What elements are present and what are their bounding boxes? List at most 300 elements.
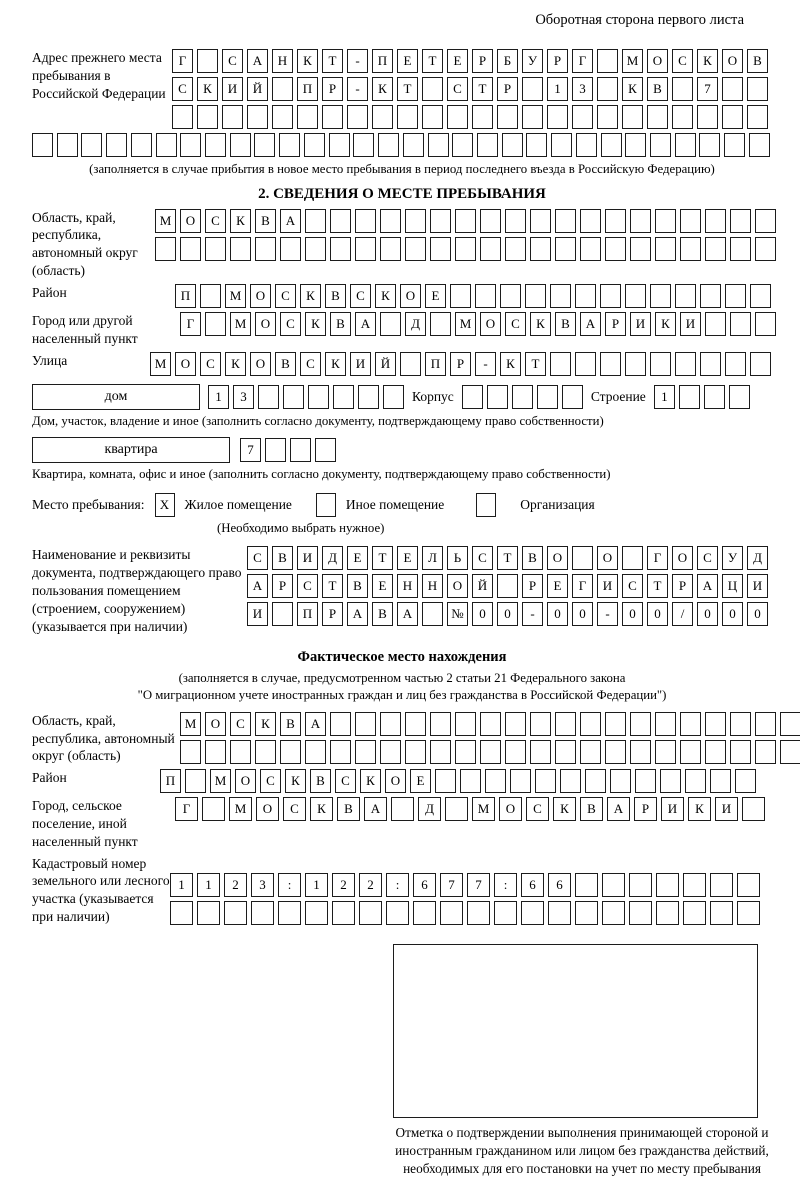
char-cell: С: [283, 797, 306, 821]
apartment-row: [32, 437, 772, 463]
char-cell: [355, 209, 376, 233]
char-cell: [597, 77, 618, 101]
char-cell: 1: [197, 873, 220, 897]
char-cell: [372, 105, 393, 129]
char-cell: [555, 712, 576, 736]
char-cell: Г: [180, 312, 201, 336]
checkbox-organization: [476, 493, 496, 517]
char-cell: О: [250, 352, 271, 376]
char-cell: [430, 740, 451, 764]
char-cell: [435, 769, 456, 793]
char-cell: К: [372, 77, 393, 101]
char-cell: [440, 901, 463, 925]
char-cell: А: [364, 797, 387, 821]
char-cell: [290, 438, 311, 462]
char-cell: П: [175, 284, 196, 308]
char-cell: 1: [305, 873, 328, 897]
char-cell: О: [250, 284, 271, 308]
actual-region-row-1: [180, 712, 800, 736]
char-cell: А: [607, 797, 630, 821]
char-cell: [462, 385, 483, 409]
char-cell: В: [647, 77, 668, 101]
char-cell: Ь: [447, 546, 468, 570]
house-row: [32, 384, 772, 410]
char-cell: [680, 237, 701, 261]
char-cell: [405, 209, 426, 233]
char-cell: [630, 209, 651, 233]
char-cell: [675, 133, 696, 157]
city-block: [32, 312, 772, 348]
char-cell: [455, 712, 476, 736]
char-cell: [330, 209, 351, 233]
section2-heading: 2. СВЕДЕНИЯ О МЕСТЕ ПРЕБЫВАНИЯ: [258, 185, 546, 202]
char-cell: 1: [208, 385, 229, 409]
char-cell: [202, 797, 225, 821]
char-cell: [737, 873, 760, 897]
char-cell: Г: [172, 49, 193, 73]
stay-type-note: (Необходимо выбрать нужное): [217, 520, 385, 535]
char-cell: Т: [322, 49, 343, 73]
char-cell: [413, 901, 436, 925]
char-cell: [106, 133, 127, 157]
char-cell: [675, 352, 696, 376]
char-cell: [610, 769, 631, 793]
char-cell: [251, 901, 274, 925]
char-cell: [747, 105, 768, 129]
char-cell: [330, 712, 351, 736]
char-cell: [580, 712, 601, 736]
char-cell: Р: [672, 574, 693, 598]
char-cell: [526, 133, 547, 157]
char-cell: Е: [425, 284, 446, 308]
char-cell: [530, 740, 551, 764]
char-cell: 3: [233, 385, 254, 409]
char-cell: В: [280, 712, 301, 736]
char-cell: 2: [224, 873, 247, 897]
char-cell: [180, 740, 201, 764]
char-cell: Е: [347, 546, 368, 570]
char-cell: [332, 901, 355, 925]
char-cell: П: [425, 352, 446, 376]
char-cell: 7: [240, 438, 261, 462]
char-cell: А: [347, 602, 368, 626]
char-cell: 2: [359, 873, 382, 897]
char-cell: [597, 105, 618, 129]
char-cell: [265, 438, 286, 462]
char-cell: [460, 769, 481, 793]
char-cell: [730, 712, 751, 736]
char-cell: [283, 385, 304, 409]
char-cell: [205, 133, 226, 157]
char-cell: М: [455, 312, 476, 336]
char-cell: [780, 712, 800, 736]
char-cell: О: [180, 209, 201, 233]
char-cell: [710, 873, 733, 897]
char-cell: [576, 133, 597, 157]
char-cell: [629, 901, 652, 925]
char-cell: О: [175, 352, 196, 376]
apartment-cells: [240, 438, 336, 462]
char-cell: В: [747, 49, 768, 73]
document-row-3: [247, 602, 768, 626]
char-cell: С: [505, 312, 526, 336]
char-cell: Р: [472, 49, 493, 73]
char-cell: М: [180, 712, 201, 736]
char-cell: И: [350, 352, 371, 376]
char-cell: [580, 237, 601, 261]
char-cell: Й: [247, 77, 268, 101]
char-cell: 6: [521, 873, 544, 897]
prev-address-row-2: [172, 77, 768, 101]
char-cell: [630, 712, 651, 736]
char-cell: [735, 769, 756, 793]
house-note: Дом, участок, владение и иное (заполнить согласно документу, подтверждающему право собственности): [32, 413, 604, 428]
char-cell: В: [580, 797, 603, 821]
char-cell: :: [278, 873, 301, 897]
char-cell: [445, 797, 468, 821]
char-cell: [522, 77, 543, 101]
char-cell: 6: [413, 873, 436, 897]
char-cell: [247, 105, 268, 129]
char-cell: [575, 901, 598, 925]
actual-location-note-1: (заполняется в случае, предусмотренном частью 2 статьи 21 Федерального закона: [178, 671, 626, 686]
char-cell: [622, 105, 643, 129]
char-cell: М: [229, 797, 252, 821]
char-cell: [656, 901, 679, 925]
document-row-1: [247, 546, 768, 570]
char-cell: [525, 284, 546, 308]
char-cell: [551, 133, 572, 157]
char-cell: [629, 873, 652, 897]
char-cell: [308, 385, 329, 409]
char-cell: С: [280, 312, 301, 336]
char-cell: Г: [175, 797, 198, 821]
char-cell: [472, 105, 493, 129]
char-cell: 0: [472, 602, 493, 626]
char-cell: [650, 352, 671, 376]
char-cell: Е: [397, 546, 418, 570]
char-cell: [322, 105, 343, 129]
char-cell: [705, 312, 726, 336]
char-cell: Н: [397, 574, 418, 598]
char-cell: К: [230, 209, 251, 233]
char-cell: [560, 769, 581, 793]
char-cell: О: [547, 546, 568, 570]
char-cell: [510, 769, 531, 793]
char-cell: И: [680, 312, 701, 336]
char-cell: 7: [440, 873, 463, 897]
char-cell: 6: [548, 873, 571, 897]
char-cell: [655, 209, 676, 233]
char-cell: Г: [572, 574, 593, 598]
char-cell: [605, 209, 626, 233]
char-cell: [131, 133, 152, 157]
char-cell: [680, 712, 701, 736]
char-cell: [403, 133, 424, 157]
char-cell: [180, 133, 201, 157]
char-cell: [700, 352, 721, 376]
char-cell: [747, 77, 768, 101]
char-cell: [355, 237, 376, 261]
char-cell: [430, 209, 451, 233]
char-cell: Р: [322, 602, 343, 626]
district-block: [32, 284, 772, 308]
char-cell: [622, 546, 643, 570]
char-cell: [258, 385, 279, 409]
char-cell: С: [472, 546, 493, 570]
char-cell: [680, 740, 701, 764]
char-cell: К: [553, 797, 576, 821]
char-cell: 0: [622, 602, 643, 626]
char-cell: В: [325, 284, 346, 308]
char-cell: [505, 237, 526, 261]
char-cell: [480, 712, 501, 736]
char-cell: Й: [472, 574, 493, 598]
char-cell: [185, 769, 206, 793]
char-cell: [650, 284, 671, 308]
char-cell: [358, 385, 379, 409]
char-cell: [722, 105, 743, 129]
char-cell: [378, 133, 399, 157]
char-cell: О: [255, 312, 276, 336]
char-cell: 1: [170, 873, 193, 897]
char-cell: О: [400, 284, 421, 308]
char-cell: [625, 352, 646, 376]
char-cell: [755, 740, 776, 764]
char-cell: -: [597, 602, 618, 626]
checkbox-other-premises: [316, 493, 336, 517]
document-block: [32, 546, 772, 635]
char-cell: И: [297, 546, 318, 570]
char-cell: [502, 133, 523, 157]
char-cell: [197, 49, 218, 73]
char-cell: [730, 237, 751, 261]
char-cell: Д: [747, 546, 768, 570]
char-cell: [585, 769, 606, 793]
char-cell: Р: [272, 574, 293, 598]
char-cell: [400, 352, 421, 376]
char-cell: У: [522, 49, 543, 73]
char-cell: К: [688, 797, 711, 821]
char-cell: 2: [332, 873, 355, 897]
char-cell: [405, 237, 426, 261]
char-cell: [724, 133, 745, 157]
char-cell: П: [297, 77, 318, 101]
residential-label: Жилое помещение: [184, 496, 292, 512]
char-cell: В: [337, 797, 360, 821]
char-cell: 7: [467, 873, 490, 897]
char-cell: [452, 133, 473, 157]
char-cell: Т: [322, 574, 343, 598]
char-cell: [650, 133, 671, 157]
char-cell: [430, 237, 451, 261]
char-cell: О: [385, 769, 406, 793]
actual-region-block: [32, 712, 772, 765]
char-cell: О: [499, 797, 522, 821]
char-cell: К: [225, 352, 246, 376]
char-cell: В: [522, 546, 543, 570]
char-cell: И: [222, 77, 243, 101]
char-cell: [455, 740, 476, 764]
char-cell: [725, 352, 746, 376]
char-cell: 0: [697, 602, 718, 626]
char-cell: [380, 209, 401, 233]
char-cell: [447, 105, 468, 129]
char-cell: [550, 352, 571, 376]
char-cell: С: [200, 352, 221, 376]
char-cell: 3: [572, 77, 593, 101]
region-rows: [155, 209, 776, 261]
char-cell: [655, 237, 676, 261]
char-cell: П: [372, 49, 393, 73]
char-cell: 0: [497, 602, 518, 626]
char-cell: В: [555, 312, 576, 336]
char-cell: [197, 105, 218, 129]
char-cell: Е: [447, 49, 468, 73]
char-cell: [200, 284, 221, 308]
char-cell: О: [256, 797, 279, 821]
char-cell: [156, 133, 177, 157]
actual-location-heading: Фактическое место нахождения: [297, 649, 507, 666]
cadastral-block: [32, 855, 772, 926]
char-cell: [729, 385, 750, 409]
char-cell: [601, 133, 622, 157]
char-cell: [750, 352, 771, 376]
prev-address-note: (заполняется в случае прибытия в новое место пребывания в период последнего въезда в Российскую Федерацию): [89, 162, 715, 176]
char-cell: [680, 209, 701, 233]
actual-city-label: Город, сельское поселение, иной населенный пункт: [32, 798, 138, 849]
char-cell: О: [722, 49, 743, 73]
char-cell: [672, 77, 693, 101]
char-cell: [353, 133, 374, 157]
char-cell: -: [347, 49, 368, 73]
char-cell: Н: [422, 574, 443, 598]
char-cell: [705, 712, 726, 736]
char-cell: Р: [322, 77, 343, 101]
char-cell: К: [375, 284, 396, 308]
char-cell: 3: [251, 873, 274, 897]
char-cell: [230, 133, 251, 157]
apartment-type-box: квартира: [32, 437, 230, 463]
char-cell: А: [280, 209, 301, 233]
char-cell: [530, 712, 551, 736]
char-cell: [81, 133, 102, 157]
city-label: Город или другой населенный пункт: [32, 312, 138, 346]
char-cell: [679, 385, 700, 409]
document-rows: [247, 546, 768, 626]
char-cell: [630, 740, 651, 764]
char-cell: Д: [418, 797, 441, 821]
char-cell: [755, 312, 776, 336]
char-cell: В: [347, 574, 368, 598]
document-row-2: [247, 574, 768, 598]
char-cell: [505, 740, 526, 764]
char-cell: А: [247, 574, 268, 598]
district-label: Район: [32, 284, 67, 300]
house-number-cells: [208, 385, 404, 409]
char-cell: [730, 740, 751, 764]
char-cell: [380, 740, 401, 764]
char-cell: [730, 209, 751, 233]
actual-region-rows: [180, 712, 800, 764]
char-cell: О: [235, 769, 256, 793]
char-cell: [380, 712, 401, 736]
char-cell: Г: [572, 49, 593, 73]
char-cell: [180, 237, 201, 261]
char-cell: [222, 105, 243, 129]
char-cell: К: [197, 77, 218, 101]
char-cell: Т: [397, 77, 418, 101]
char-cell: С: [447, 77, 468, 101]
korpus-label: Корпус: [412, 388, 454, 404]
char-cell: [547, 105, 568, 129]
char-cell: [386, 901, 409, 925]
char-cell: №: [447, 602, 468, 626]
char-cell: [730, 312, 751, 336]
prev-address-label: Адрес прежнего места пребывания в Российской Федерации: [32, 50, 166, 101]
char-cell: К: [310, 797, 333, 821]
char-cell: [430, 312, 451, 336]
char-cell: [683, 901, 706, 925]
char-cell: [333, 385, 354, 409]
char-cell: К: [285, 769, 306, 793]
char-cell: В: [372, 602, 393, 626]
char-cell: С: [526, 797, 549, 821]
char-cell: [305, 237, 326, 261]
char-cell: [272, 602, 293, 626]
char-cell: [722, 77, 743, 101]
char-cell: [522, 105, 543, 129]
char-cell: [625, 133, 646, 157]
char-cell: [742, 797, 765, 821]
char-cell: [272, 77, 293, 101]
char-cell: Н: [272, 49, 293, 73]
char-cell: [512, 385, 533, 409]
char-cell: [550, 284, 571, 308]
char-cell: [315, 438, 336, 462]
char-cell: И: [630, 312, 651, 336]
char-cell: [647, 105, 668, 129]
checkbox-residential: X: [155, 493, 175, 517]
char-cell: [172, 105, 193, 129]
char-cell: [405, 740, 426, 764]
char-cell: С: [622, 574, 643, 598]
char-cell: [405, 712, 426, 736]
char-cell: 7: [697, 77, 718, 101]
char-cell: [280, 740, 301, 764]
char-cell: А: [355, 312, 376, 336]
char-cell: Т: [525, 352, 546, 376]
char-cell: Л: [422, 546, 443, 570]
char-cell: [530, 209, 551, 233]
char-cell: О: [672, 546, 693, 570]
char-cell: В: [330, 312, 351, 336]
house-type-box: дом: [32, 384, 200, 410]
char-cell: К: [697, 49, 718, 73]
char-cell: [597, 49, 618, 73]
char-cell: -: [347, 77, 368, 101]
char-cell: М: [150, 352, 171, 376]
char-cell: [600, 284, 621, 308]
char-cell: С: [205, 209, 226, 233]
char-cell: О: [447, 574, 468, 598]
char-cell: М: [622, 49, 643, 73]
char-cell: /: [672, 602, 693, 626]
char-cell: О: [597, 546, 618, 570]
prev-address-block: [32, 49, 772, 129]
char-cell: [455, 237, 476, 261]
stay-type-row: [32, 493, 772, 517]
